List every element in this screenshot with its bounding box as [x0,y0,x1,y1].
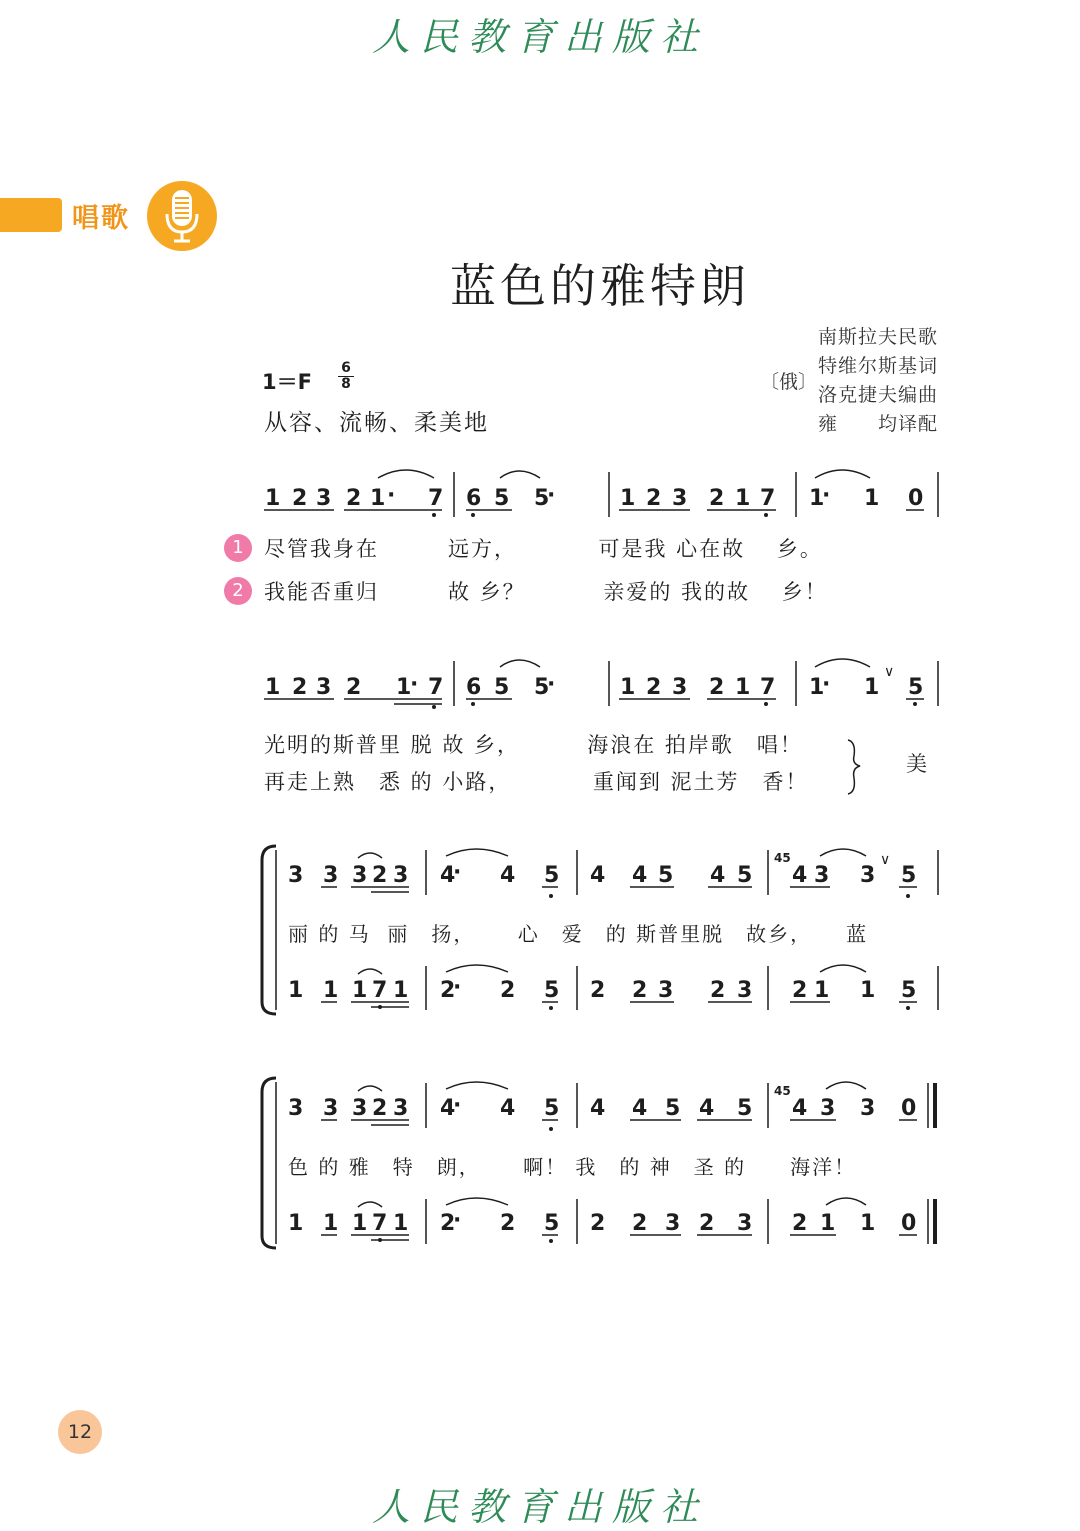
svg-text:1: 1 [396,675,412,700]
svg-text:·: · [387,483,396,508]
svg-text:1: 1 [735,486,751,511]
svg-text:5: 5 [544,978,560,1003]
svg-text:3: 3 [658,978,674,1003]
svg-text:3: 3 [316,675,332,700]
svg-text:2: 2 [372,1096,388,1121]
svg-text:0: 0 [908,486,924,511]
svg-text:4: 4 [699,1096,715,1121]
svg-text:5: 5 [494,486,510,511]
song-title: 蓝色的雅特朗 [450,259,750,313]
svg-text:2: 2 [590,978,606,1003]
svg-text:2: 2 [346,675,362,700]
svg-text:1: 1 [735,675,751,700]
verse-1-badge: 1 [224,534,252,562]
svg-text:3: 3 [672,675,688,700]
svg-text:4: 4 [500,863,516,888]
svg-text:1: 1 [864,486,880,511]
svg-text:·: · [547,672,556,697]
svg-text:∨: ∨ [880,852,891,868]
svg-text:2: 2 [632,978,648,1003]
svg-text:7: 7 [428,486,444,511]
svg-text:2: 2 [709,675,725,700]
verse-2-badge: 2 [224,577,252,605]
svg-text:2: 2 [792,1211,808,1236]
svg-text:7: 7 [760,675,776,700]
svg-text:6: 6 [466,486,482,511]
svg-text:4: 4 [632,1096,648,1121]
svg-text:·: · [822,483,831,508]
publisher-watermark-bottom: 人民教育出版社 [371,1485,708,1529]
svg-text:3: 3 [737,978,753,1003]
svg-text:5: 5 [544,863,560,888]
svg-text:1: 1 [809,486,825,511]
svg-text:1: 1 [620,486,636,511]
svg-text:2: 2 [440,1211,456,1236]
lyric-line3: 丽 的 马 丽 扬， 心 爱 的 斯普里脱 故乡， 蓝 [288,922,869,946]
svg-text:3: 3 [288,1096,304,1121]
credit-translator: 雍 均译配 [817,413,938,435]
svg-text:2: 2 [699,1211,715,1236]
svg-text:4: 4 [792,1096,808,1121]
svg-text:4: 4 [792,863,808,888]
svg-text:1: 1 [393,1211,409,1236]
svg-text:7: 7 [372,978,388,1003]
svg-text:5: 5 [658,863,674,888]
svg-text:1: 1 [352,978,368,1003]
svg-text:1: 1 [323,1211,339,1236]
svg-text:·: · [453,860,462,885]
svg-text:0: 0 [901,1211,917,1236]
lyric-line2-verse1: 光明的斯普里 脱 故 乡， 海浪在 拍岸歌 唱！ [264,733,803,757]
svg-text:3: 3 [393,863,409,888]
svg-text:3: 3 [814,863,830,888]
svg-text:5: 5 [494,675,510,700]
svg-text:5: 5 [737,1096,753,1121]
svg-text:5: 5 [901,978,917,1003]
svg-text:1: 1 [860,978,876,1003]
svg-text:4: 4 [632,863,648,888]
lyric-line2-verse2: 再走上熟 悉 的 小路， 重闻到 泥土芳 香！ [264,770,809,794]
svg-text:1: 1 [814,978,830,1003]
svg-text:5: 5 [534,486,550,511]
svg-text:2: 2 [346,486,362,511]
svg-text:2: 2 [440,978,456,1003]
score-row-1 [264,470,938,517]
key-signature: 1＝F [262,370,312,394]
svg-text:·: · [822,672,831,697]
svg-text:1: 1 [352,1211,368,1236]
credit-origin: 南斯拉夫民歌 [817,326,938,348]
meter-bottom: 8 [341,376,351,392]
page-number: 12 [58,1410,102,1454]
svg-text:3: 3 [352,1096,368,1121]
svg-text:2: 2 [710,978,726,1003]
svg-text:·: · [453,1208,462,1233]
svg-text:3: 3 [323,863,339,888]
svg-text:1: 1 [288,978,304,1003]
grace-note: 45 [774,851,791,865]
svg-text:4: 4 [590,863,606,888]
svg-text:2: 2 [632,1211,648,1236]
publisher-watermark-top: 人民教育出版社 [371,15,708,59]
svg-text:5: 5 [544,1096,560,1121]
svg-text:·: · [410,672,419,697]
svg-text:3: 3 [820,1096,836,1121]
svg-text:3: 3 [352,863,368,888]
svg-text:5: 5 [901,863,917,888]
svg-text:1: 1 [864,675,880,700]
svg-text:1: 1 [323,978,339,1003]
svg-text:3: 3 [672,486,688,511]
svg-text:1: 1 [620,675,636,700]
svg-text:2: 2 [292,675,308,700]
svg-text:·: · [453,1093,462,1118]
lyric-line4: 色 的 雅 特 朗， 啊！ 我 的 神 圣 的 海洋！ [288,1155,857,1179]
tempo-marking: 从容、流畅、柔美地 [264,410,489,436]
svg-text:2: 2 [372,863,388,888]
svg-text:∨: ∨ [884,664,895,680]
credit-arranger: 洛克捷夫编曲 [817,384,938,406]
svg-text:2: 2 [792,978,808,1003]
svg-text:·: · [453,975,462,1000]
svg-text:2: 2 [590,1211,606,1236]
svg-text:2: 2 [646,675,662,700]
svg-text:4: 4 [710,863,726,888]
svg-text:1: 1 [820,1211,836,1236]
svg-text:1: 1 [265,486,281,511]
grace-note-2: 45 [774,1084,791,1098]
svg-text:2: 2 [709,486,725,511]
svg-text:2: 2 [500,978,516,1003]
svg-text:5: 5 [534,675,550,700]
svg-text:4: 4 [590,1096,606,1121]
svg-text:2: 2 [292,486,308,511]
credit-lyricist: 特维尔斯基词 [817,355,938,377]
svg-text:1: 1 [288,1211,304,1236]
svg-text:3: 3 [393,1096,409,1121]
svg-text:0: 0 [901,1096,917,1121]
svg-text:4: 4 [500,1096,516,1121]
meter-top: 6 [341,360,351,376]
svg-text:7: 7 [760,486,776,511]
svg-text:3: 3 [665,1211,681,1236]
svg-text:2: 2 [646,486,662,511]
svg-text:4: 4 [440,863,456,888]
svg-text:3: 3 [737,1211,753,1236]
svg-text:5: 5 [544,1211,560,1236]
svg-text:·: · [547,483,556,508]
svg-text:6: 6 [466,675,482,700]
section-label: 唱歌 [72,203,130,234]
lyric-line1-verse1: 尽管我身在 远方， 可是我 心在故 乡。 [264,537,823,561]
svg-text:1: 1 [809,675,825,700]
svg-text:3: 3 [323,1096,339,1121]
svg-text:1: 1 [393,978,409,1003]
lyric-line2-end: 美 [906,752,929,776]
lyric-line1-verse2: 我能否重归 故 乡？ 亲爱的 我的故 乡！ [264,580,828,604]
svg-text:3: 3 [860,1096,876,1121]
svg-text:7: 7 [428,675,444,700]
credit-nationality: 〔俄〕 [760,371,818,393]
svg-text:5: 5 [665,1096,681,1121]
svg-text:7: 7 [372,1211,388,1236]
verse-brace [848,740,860,794]
svg-text:3: 3 [316,486,332,511]
svg-text:1: 1 [370,486,386,511]
svg-text:3: 3 [288,863,304,888]
svg-text:2: 2 [500,1211,516,1236]
svg-text:1: 1 [860,1211,876,1236]
svg-text:4: 4 [440,1096,456,1121]
score-row-2 [264,659,938,709]
svg-text:5: 5 [737,863,753,888]
svg-text:5: 5 [908,675,924,700]
svg-text:3: 3 [860,863,876,888]
svg-text:1: 1 [265,675,281,700]
